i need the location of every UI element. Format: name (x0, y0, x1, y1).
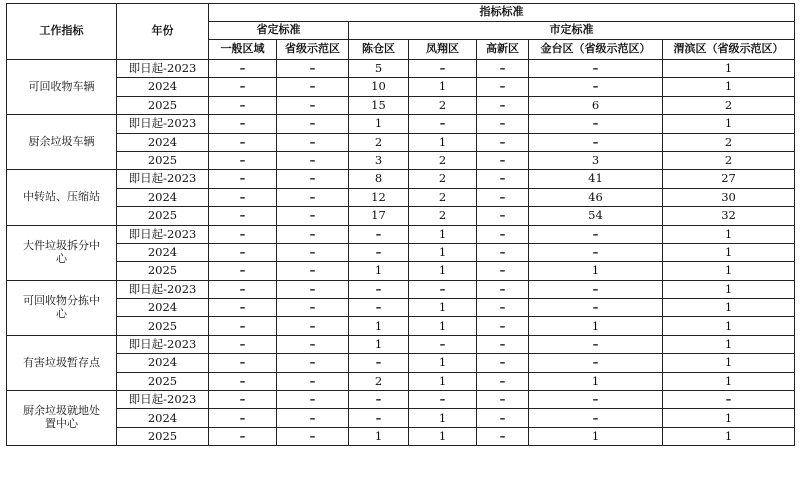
header-municipal: 市定标准 (349, 22, 795, 40)
value-cell: – (349, 280, 409, 298)
standards-table (6, 3, 795, 446)
indicator-cell: 可回收物分拣中心 (7, 280, 117, 335)
value-cell: 1 (663, 60, 795, 78)
indicator-cell: 有害垃圾暂存点 (7, 335, 117, 390)
value-cell: – (277, 391, 349, 409)
value-cell: – (477, 335, 529, 353)
value-cell: – (529, 354, 663, 372)
value-cell: – (209, 335, 277, 353)
value-cell: 27 (663, 170, 795, 188)
value-cell: – (277, 317, 349, 335)
value-cell: – (209, 96, 277, 114)
value-cell: 1 (409, 354, 477, 372)
table-row (7, 262, 795, 280)
year-cell: 即日起-2023 (117, 115, 209, 133)
header-provincial-demo: 省级示范区 (277, 40, 349, 60)
value-cell: – (209, 151, 277, 169)
table-row (7, 151, 795, 169)
indicator-cell: 可回收物车辆 (7, 60, 117, 115)
value-cell: – (277, 151, 349, 169)
value-cell: – (477, 60, 529, 78)
value-cell: 1 (663, 243, 795, 261)
table-row (7, 335, 795, 353)
value-cell: – (477, 115, 529, 133)
value-cell: 2 (663, 151, 795, 169)
value-cell: 1 (409, 409, 477, 427)
value-cell: 2 (663, 133, 795, 151)
value-cell: 46 (529, 188, 663, 206)
year-cell: 即日起-2023 (117, 225, 209, 243)
value-cell: – (529, 280, 663, 298)
value-cell: – (529, 225, 663, 243)
value-cell: – (349, 225, 409, 243)
value-cell: 10 (349, 78, 409, 96)
value-cell: 1 (663, 299, 795, 317)
value-cell: 2 (663, 96, 795, 114)
value-cell: 1 (529, 317, 663, 335)
value-cell: – (349, 354, 409, 372)
table-row (7, 225, 795, 243)
value-cell: 1 (663, 372, 795, 390)
value-cell: – (209, 372, 277, 390)
value-cell: – (209, 299, 277, 317)
table-row (7, 207, 795, 225)
value-cell: – (277, 188, 349, 206)
value-cell: – (209, 280, 277, 298)
value-cell: – (277, 60, 349, 78)
table-row (7, 427, 795, 445)
value-cell: – (277, 262, 349, 280)
value-cell: 1 (663, 409, 795, 427)
value-cell: – (529, 78, 663, 96)
value-cell: – (277, 78, 349, 96)
value-cell: – (477, 188, 529, 206)
value-cell: – (277, 372, 349, 390)
year-cell: 即日起-2023 (117, 391, 209, 409)
header-gaoxin: 高新区 (477, 40, 529, 60)
value-cell: – (209, 188, 277, 206)
table-row (7, 96, 795, 114)
year-cell: 2024 (117, 133, 209, 151)
year-cell: 2025 (117, 207, 209, 225)
value-cell: – (529, 243, 663, 261)
value-cell: 12 (349, 188, 409, 206)
value-cell: – (477, 225, 529, 243)
value-cell: 1 (529, 262, 663, 280)
indicator-cell: 厨余垃圾车辆 (7, 115, 117, 170)
table-row (7, 133, 795, 151)
header-general-area: 一般区域 (209, 40, 277, 60)
year-cell: 2024 (117, 299, 209, 317)
value-cell: – (477, 133, 529, 151)
header-chencang: 陈仓区 (349, 40, 409, 60)
value-cell: 3 (529, 151, 663, 169)
standards-table-container (6, 3, 794, 446)
value-cell: – (477, 207, 529, 225)
value-cell: 1 (663, 427, 795, 445)
value-cell: 2 (349, 133, 409, 151)
value-cell: 2 (409, 207, 477, 225)
value-cell: 6 (529, 96, 663, 114)
value-cell: – (529, 409, 663, 427)
value-cell: – (209, 170, 277, 188)
value-cell: – (349, 243, 409, 261)
value-cell: – (277, 225, 349, 243)
table-row (7, 243, 795, 261)
value-cell: – (209, 115, 277, 133)
year-cell: 即日起-2023 (117, 60, 209, 78)
header-indicator: 工作指标 (7, 4, 117, 60)
value-cell: 1 (663, 317, 795, 335)
table-row (7, 280, 795, 298)
value-cell: 3 (349, 151, 409, 169)
year-cell: 2024 (117, 78, 209, 96)
value-cell: 1 (529, 427, 663, 445)
value-cell: – (529, 133, 663, 151)
header-standard: 指标标准 (209, 4, 795, 22)
year-cell: 即日起-2023 (117, 335, 209, 353)
value-cell: – (477, 427, 529, 445)
value-cell: – (277, 299, 349, 317)
value-cell: 41 (529, 170, 663, 188)
value-cell: – (209, 427, 277, 445)
table-row (7, 115, 795, 133)
value-cell: – (529, 299, 663, 317)
indicator-cell: 大件垃圾拆分中心 (7, 225, 117, 280)
value-cell: – (277, 335, 349, 353)
value-cell: – (277, 409, 349, 427)
value-cell: 54 (529, 207, 663, 225)
indicator-cell: 中转站、压缩站 (7, 170, 117, 225)
value-cell: – (477, 151, 529, 169)
value-cell: 30 (663, 188, 795, 206)
value-cell: – (349, 391, 409, 409)
value-cell: 1 (663, 335, 795, 353)
year-cell: 2025 (117, 262, 209, 280)
value-cell: – (209, 207, 277, 225)
table-row (7, 317, 795, 335)
value-cell: – (477, 391, 529, 409)
year-cell: 2024 (117, 354, 209, 372)
value-cell: – (209, 409, 277, 427)
value-cell: 1 (409, 262, 477, 280)
value-cell: 17 (349, 207, 409, 225)
year-cell: 2024 (117, 243, 209, 261)
year-cell: 2024 (117, 409, 209, 427)
value-cell: – (349, 299, 409, 317)
value-cell: – (349, 409, 409, 427)
table-row (7, 391, 795, 409)
value-cell: – (277, 427, 349, 445)
value-cell: – (477, 96, 529, 114)
value-cell: – (209, 262, 277, 280)
header-year: 年份 (117, 4, 209, 60)
value-cell: 2 (409, 96, 477, 114)
value-cell: – (663, 391, 795, 409)
value-cell: – (209, 243, 277, 261)
value-cell: 1 (409, 133, 477, 151)
year-cell: 即日起-2023 (117, 170, 209, 188)
year-cell: 2025 (117, 427, 209, 445)
value-cell: – (277, 96, 349, 114)
value-cell: – (277, 170, 349, 188)
value-cell: 1 (409, 243, 477, 261)
year-cell: 2025 (117, 372, 209, 390)
year-cell: 即日起-2023 (117, 280, 209, 298)
value-cell: 1 (409, 225, 477, 243)
table-row (7, 170, 795, 188)
year-cell: 2025 (117, 96, 209, 114)
value-cell: – (477, 78, 529, 96)
value-cell: – (277, 354, 349, 372)
value-cell: 8 (349, 170, 409, 188)
value-cell: – (277, 207, 349, 225)
value-cell: 1 (663, 280, 795, 298)
value-cell: 1 (663, 225, 795, 243)
value-cell: – (477, 409, 529, 427)
value-cell: 2 (409, 151, 477, 169)
value-cell: 1 (409, 299, 477, 317)
value-cell: – (209, 354, 277, 372)
value-cell: 1 (663, 262, 795, 280)
value-cell: – (529, 335, 663, 353)
value-cell: – (529, 115, 663, 133)
table-row (7, 409, 795, 427)
value-cell: – (209, 133, 277, 151)
value-cell: – (277, 243, 349, 261)
value-cell: – (209, 60, 277, 78)
value-cell: 2 (349, 372, 409, 390)
indicator-cell: 厨余垃圾就地处置中心 (7, 391, 117, 446)
value-cell: – (409, 280, 477, 298)
value-cell: – (477, 372, 529, 390)
value-cell: – (409, 391, 477, 409)
year-cell: 2025 (117, 151, 209, 169)
value-cell: 1 (349, 262, 409, 280)
value-cell: 1 (409, 372, 477, 390)
value-cell: 1 (349, 317, 409, 335)
header-fengxiang: 凤翔区 (409, 40, 477, 60)
value-cell: – (529, 60, 663, 78)
value-cell: – (477, 170, 529, 188)
value-cell: 1 (409, 427, 477, 445)
value-cell: – (409, 115, 477, 133)
table-row (7, 354, 795, 372)
value-cell: – (529, 391, 663, 409)
value-cell: 1 (349, 427, 409, 445)
value-cell: 1 (663, 354, 795, 372)
value-cell: 1 (663, 78, 795, 96)
value-cell: – (409, 335, 477, 353)
table-row (7, 188, 795, 206)
table-row (7, 78, 795, 96)
value-cell: 15 (349, 96, 409, 114)
table-header (7, 4, 795, 60)
table-row (7, 60, 795, 78)
value-cell: – (209, 78, 277, 96)
value-cell: – (477, 317, 529, 335)
table-row (7, 372, 795, 390)
value-cell: – (477, 262, 529, 280)
value-cell: – (277, 133, 349, 151)
value-cell: – (409, 60, 477, 78)
header-provincial: 省定标准 (209, 22, 349, 40)
year-cell: 2024 (117, 188, 209, 206)
value-cell: – (209, 317, 277, 335)
value-cell: – (277, 280, 349, 298)
table-row (7, 299, 795, 317)
value-cell: – (477, 243, 529, 261)
value-cell: 1 (663, 115, 795, 133)
value-cell: – (477, 280, 529, 298)
value-cell: 2 (409, 188, 477, 206)
value-cell: 32 (663, 207, 795, 225)
value-cell: – (477, 354, 529, 372)
value-cell: – (209, 225, 277, 243)
value-cell: 1 (409, 78, 477, 96)
value-cell: 1 (349, 115, 409, 133)
table-body (7, 60, 795, 446)
value-cell: – (477, 299, 529, 317)
header-weibin: 渭滨区（省级示范区） (663, 40, 795, 60)
value-cell: 5 (349, 60, 409, 78)
value-cell: – (209, 391, 277, 409)
header-jintai: 金台区（省级示范区） (529, 40, 663, 60)
value-cell: 2 (409, 170, 477, 188)
value-cell: 1 (529, 372, 663, 390)
value-cell: – (277, 115, 349, 133)
value-cell: 1 (409, 317, 477, 335)
year-cell: 2025 (117, 317, 209, 335)
value-cell: 1 (349, 335, 409, 353)
